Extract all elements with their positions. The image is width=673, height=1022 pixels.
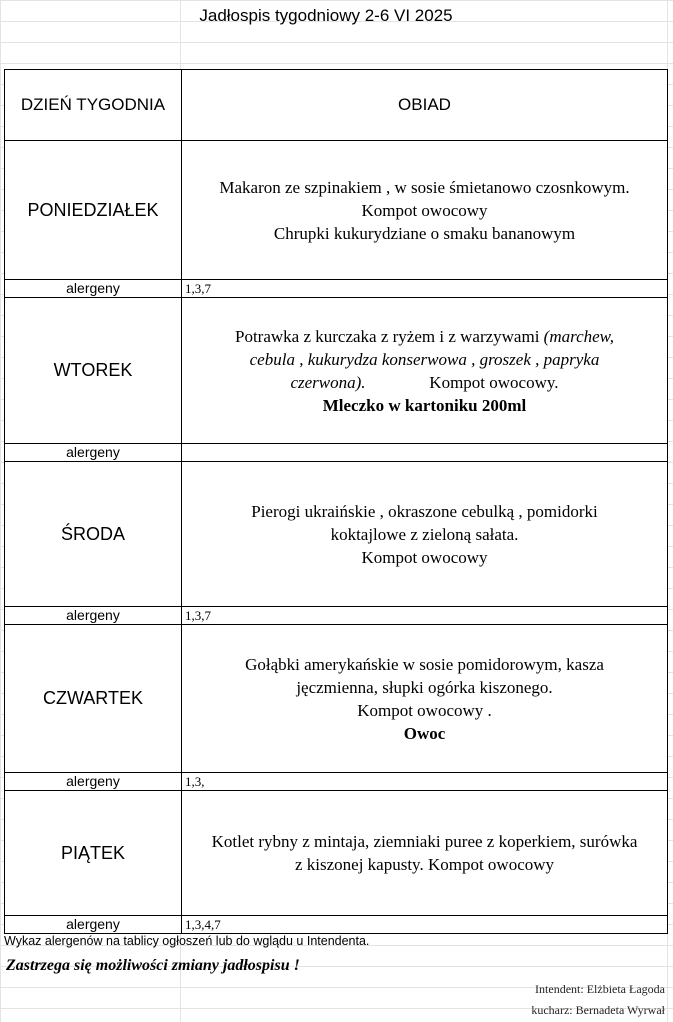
dish-line: jęczmienna, słupki ogórka kiszonego.: [296, 677, 553, 697]
dish-line: koktajlowe z zieloną sałata.: [330, 524, 519, 544]
dish-friday: [182, 791, 668, 916]
table-header-row: [5, 70, 668, 141]
allergen-label: alergeny: [5, 916, 182, 934]
day-name-thursday: CZWARTEK: [5, 625, 182, 773]
dish-line: Kompot owocowy .: [357, 700, 492, 720]
cook-signature: kucharz: Bernadeta Wyrwał: [531, 1003, 665, 1017]
header-meal: OBIAD: [182, 70, 668, 141]
intendent-signature: Intendent: Elżbieta Łagoda: [535, 982, 665, 996]
day-name-tuesday: WTOREK: [5, 298, 182, 444]
day-row-wednesday: [5, 462, 668, 607]
allergen-value-thursday: 1,3,: [182, 773, 668, 791]
dish-text: Kompot owocowy.: [429, 372, 559, 392]
dish-line: Gołąbki amerykańskie w sosie pomidorowym, kasza: [245, 654, 604, 674]
dish-line: [182, 371, 667, 394]
allergen-label: alergeny: [5, 773, 182, 791]
allergen-value-monday: 1,3,7: [182, 280, 668, 298]
menu-table: [4, 69, 668, 934]
dish-text: Potrawka z kurczaka z ryżem i z warzywami: [234, 326, 540, 346]
day-name-friday: PIĄTEK: [5, 791, 182, 916]
allergen-row-monday: [5, 280, 668, 298]
day-row-friday: [5, 791, 668, 916]
dish-line: z kiszonej kapusty. Kompot owocowy: [294, 855, 555, 874]
day-name-monday: PONIEDZIAŁEK: [5, 141, 182, 280]
change-warning: Zastrzega się możliwości zmiany jadłospisu !: [6, 957, 300, 974]
allergen-label: alergeny: [5, 280, 182, 298]
dish-thursday: [182, 625, 668, 773]
dish-monday: [182, 141, 668, 280]
dish-text-italic: (marchew,: [543, 326, 615, 346]
dish-text-italic: czerwona).: [290, 372, 366, 392]
dish-line: cebula , kukurydza konserwowa , groszek , papryka: [249, 349, 600, 369]
day-row-monday: [5, 141, 668, 280]
dish-tuesday: [182, 298, 668, 444]
day-row-tuesday: [5, 298, 668, 444]
dish-line: [182, 325, 667, 348]
dish-line: Pierogi ukraińskie , okraszone cebulką , pomidorki: [251, 501, 598, 521]
allergen-row-thursday: [5, 773, 668, 791]
dish-line: Kotlet rybny z mintaja, ziemniaki puree z koperkiem, surówka: [211, 832, 638, 851]
allergen-value-tuesday: [182, 444, 668, 462]
allergen-row-friday: [5, 916, 668, 934]
allergen-row-wednesday: [5, 607, 668, 625]
dish-line: Kompot owocowy: [361, 547, 488, 567]
header-day: DZIEŃ TYGODNIA: [5, 70, 182, 141]
allergen-row-tuesday: [5, 444, 668, 462]
dish-wednesday: [182, 462, 668, 607]
dish-line: Mleczko w kartoniku 200ml: [322, 395, 527, 415]
dish-line: Kompot owocowy: [361, 200, 488, 220]
dish-line: Makaron ze szpinakiem , w sosie śmietanowo czosnkowym.: [219, 177, 630, 197]
allergen-value-wednesday: 1,3,7: [182, 607, 668, 625]
dish-line: Owoc: [403, 723, 446, 743]
allergen-label: alergeny: [5, 607, 182, 625]
allergen-value-friday: 1,3,4,7: [182, 916, 668, 934]
allergen-label: alergeny: [5, 444, 182, 462]
day-name-wednesday: ŚRODA: [5, 462, 182, 607]
page-title: Jadłospis tygodniowy 2-6 VI 2025: [199, 6, 453, 25]
dish-line: Chrupki kukurydziane o smaku bananowym: [273, 223, 576, 243]
allergen-note: Wykaz alergenów na tablicy ogłoszeń lub do wglądu u Intendenta.: [4, 934, 370, 948]
day-row-thursday: [5, 625, 668, 773]
